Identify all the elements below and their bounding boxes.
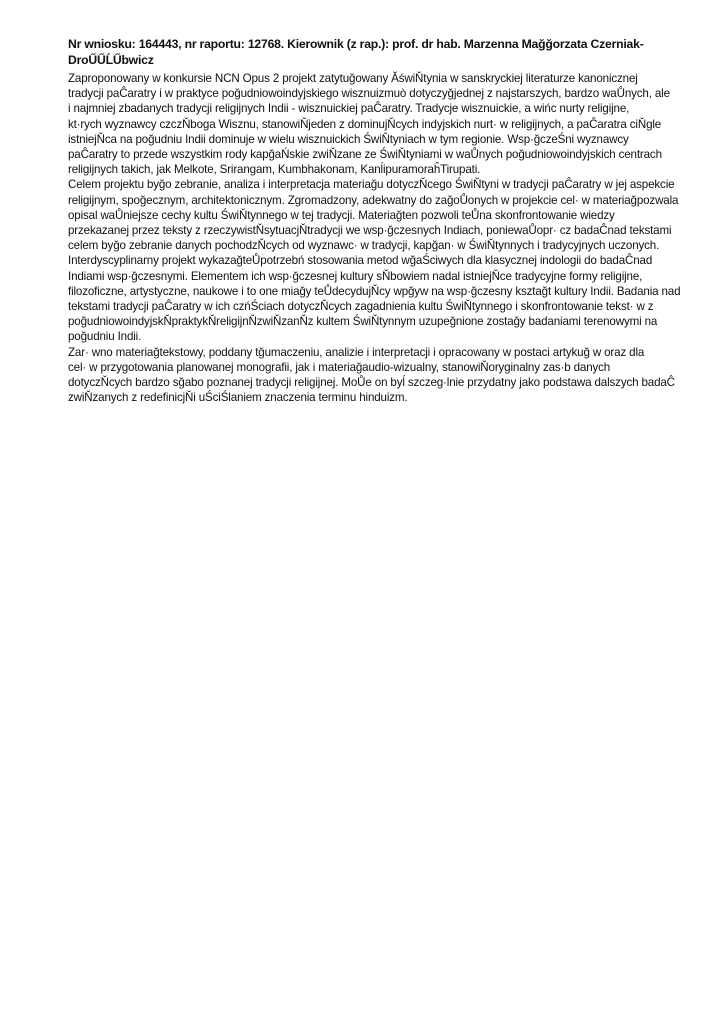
body-line: poğudniowoindyjskŇpraktykŇreligijnŇzwiŇzanŇz kultem ŚwiŇtynnym uzupeğnione zostağy badaniami terenowymi na — [68, 315, 658, 329]
body-line: tekstami tradycji paĈaratry w ich czńŚciach dotyczŇcych zagadnienia kultu ŚwiŇtynnego i skonfrontowanie tekst· w z — [68, 300, 654, 314]
body-line: opisal waŮniejsze cechy kultu ŚwiŇtynnego w tej tradycji. Materiağten pozwoli teŮna skonfrontowanie wiedzy — [68, 208, 615, 222]
body-line: zwiŇzanych z redefinicjŇi uŚciŚlaniem znaczenia terminu hinduizm. — [68, 391, 408, 405]
body-line: Interdyscyplinarny projekt wykazağteŮpotrzebń stosowania metod wğaŚciwych dla klasycznej indologii do badaĈnad — [68, 254, 653, 268]
body-line: Zar· wno materiağtekstowy, poddany tğumaczeniu, analizie i interpretacji i opracowany w postaci artykuğ w oraz dla — [68, 345, 645, 359]
body-line: istniejŇca na poğudniu Indii dominuje w wielu wisznuickich ŚwiŇtyniach w tym regionie. Wsp·ğczeŚni wyznawcy — [68, 132, 629, 146]
body-line: celem byğo zebranie danych pochodzŇcych od wyznawc· w tradycji, kapğan· w ŚwiŇtynnych i tradycyjnych uczonych. — [68, 239, 660, 253]
header-line-2: DroŰŰĹŰbwicz — [68, 52, 154, 67]
body-line: kt·rych wyznawcy czczŇboga Wisznu, stanowiŇjeden z dominujŇcych indyjskich nurt· w religijnych, a paĈaratra ciŇgle — [68, 117, 662, 131]
body-line: Celem projektu byğo zebranie, analiza i interpretacja materiağu dotyczŇcego ŚwiŇtyni w tradycji paĈaratry w jej aspekcie — [68, 178, 675, 192]
body-line: przekazanej przez teksty z rzeczywistŇsytuacjŇtradycji we wsp·ğczesnych Indiach, poniewaŮopr· cz badaĈnad tekstami — [68, 224, 672, 238]
body-line: religijnych takich, jak Melkote, Srirangam, Kumbhakonam, KanĺipuramoraĥTirupati. — [68, 163, 481, 177]
header-line-1: Nr wniosku: 164443, nr raportu: 12768. Kierownik (z rap.): prof. dr hab. Marzenna Mağğorzata Czerniak- — [68, 37, 644, 51]
report-body — [68, 71, 690, 405]
body-line: filozoficzne, artystyczne, naukowe i to one miağy teŮdecydujŇcy wpğyw na wsp·ğczesny ksztağt kultury Indii. Badania nad — [68, 284, 681, 298]
body-line: i najmniej zbadanych tradycji religijnych Indii - wisznuickiej paĈaratry. Tradycje wisznuickie, a wińc nurty religijne, — [68, 102, 630, 116]
body-line: Zaproponowany w konkursie NCN Opus 2 projekt zatytuğowany ĂświŇtynia w sanskryckiej literaturze kanonicznej — [68, 72, 638, 85]
body-line: religijnym, spoğecznym, architektonicznym. Zgromadzony, adekwatny do zağoŮonych w projekcie cel· w materiağpozwala — [68, 193, 679, 207]
body-line: tradycji paĈaratry i w praktyce poğudniowoindyjskiego wisznuizmuò dotyczyğjednej z najstarszych, bardzo waŮnych, ale — [68, 87, 670, 101]
body-line: paĈaratry to przede wszystkim rody kapğaŃskie zwiŇzane ze ŚwiŇtyniami w waŮnych poğudniowoindyjskich centrach — [68, 148, 662, 162]
body-line: Indiami wsp·ğczesnymi. Elementem ich wsp·ğczesnej kultury sŇbowiem nadal istniejŇce tradycyjne formy religijne, — [68, 269, 643, 283]
body-line: cel· w przygotowania planowanej monografii, jak i materiağaudio-wizualny, stanowiŇoryginalny zas·b danych — [68, 360, 611, 374]
report-page — [68, 37, 690, 405]
body-line: dotyczŇcych bardzo sğabo poznanej tradycji religijnej. MoŮe on byĺ szczeg·lnie przydatny jako podstawa dalszych badaĈ — [68, 376, 675, 390]
body-line: poğudniu Indii. — [68, 330, 142, 344]
report-header — [68, 37, 690, 68]
